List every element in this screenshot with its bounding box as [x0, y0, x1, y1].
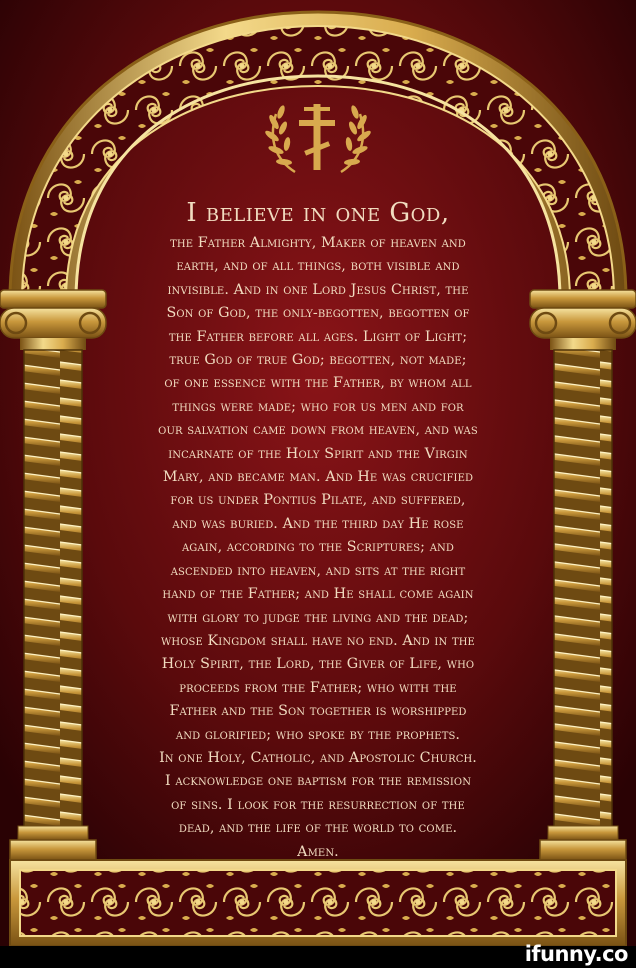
- creed-line: ascended into heaven, and sits at the right: [170, 562, 466, 579]
- creed-line: and glorified; who spoke by the prophets.: [175, 726, 461, 743]
- creed-line: proceeds from the Father; who with the: [179, 679, 457, 696]
- creed-line: with glory to judge the living and the dead;: [167, 609, 469, 626]
- creed-line: of one essence with the Father, by whom all: [164, 375, 472, 392]
- creed-line: dead, and the life of the world to come.: [178, 820, 458, 837]
- creed-line: hand of the Father; and He shall come again: [162, 586, 474, 603]
- creed-line: the Father before all ages. Light of Light;: [168, 328, 468, 345]
- creed-line: things were made; who for us men and for: [172, 398, 464, 415]
- creed-line: again, according to the Scriptures; and: [181, 539, 455, 556]
- creed-line: of sins. I look for the resurrection of the: [171, 796, 465, 813]
- creed-line: In one Holy, Catholic, and Apostolic Church.: [159, 749, 477, 766]
- creed-line: our salvation came down from heaven, and was: [158, 422, 478, 439]
- creed-title: I believe in one God,: [186, 198, 450, 228]
- creed-line: Amen.: [297, 843, 339, 860]
- right-base: [540, 840, 626, 860]
- creed-line: invisible. And in one Lord Jesus Christ, the: [167, 281, 469, 298]
- creed-line: the Father Almighty, Maker of heaven and: [170, 235, 466, 251]
- creed-line: whose Kingdom shall have no end. And in the: [161, 632, 475, 649]
- creed-line: true God of true God; begotten, not made;: [169, 352, 467, 369]
- ifunny-watermark[interactable]: ifunny.co: [524, 942, 628, 966]
- creed-line: Holy Spirit, the Lord, the Giver of Life, who: [161, 656, 475, 673]
- creed-line: for us under Pontius Pilate, and suffered,: [170, 492, 466, 509]
- creed-line: I acknowledge one baptism for the remission: [164, 773, 472, 790]
- left-base: [10, 840, 96, 860]
- ornamental-frieze: [10, 860, 626, 946]
- left-column: [18, 350, 88, 840]
- creed-line: and was buried. And the third day He rose: [172, 515, 464, 532]
- creed-line: earth, and of all things, both visible and: [176, 258, 460, 275]
- creed-line: Mary, and became man. And He was crucified: [162, 469, 474, 486]
- creed-text: [118, 196, 518, 864]
- creed-line: Son of God, the only-begotten, begotten of: [166, 305, 470, 322]
- creed-line: incarnate of the Holy Spirit and the Virgin: [168, 445, 468, 462]
- right-column: [548, 350, 618, 840]
- creed-line: Father and the Son together is worshipped: [169, 703, 467, 720]
